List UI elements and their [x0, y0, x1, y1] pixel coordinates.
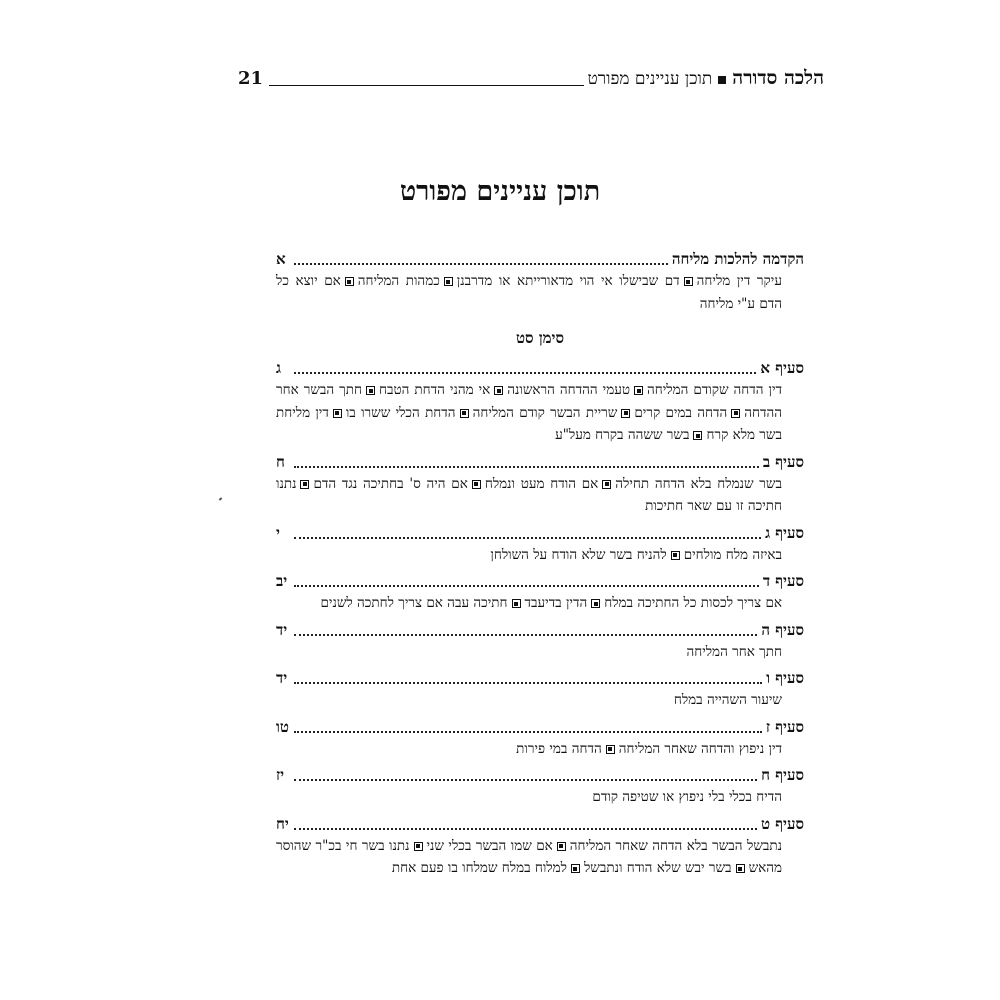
topic-item: בשר שנמלח בלא הדחה תחילה — [615, 475, 782, 492]
square-bullet-icon — [602, 480, 611, 489]
square-bullet-icon — [621, 409, 630, 418]
dot-leader — [294, 262, 668, 265]
topic-item: אם יוצא כל הדם ע"י מליחה — [276, 273, 782, 312]
topic-item: באיזה מלח מולחים — [683, 546, 782, 563]
toc-entry-head — [276, 357, 804, 379]
toc-entry-page: ג — [276, 359, 281, 377]
toc-entry-title: הקדמה להלכות מליחה — [671, 250, 804, 268]
square-bullet-icon — [444, 277, 453, 286]
toc-entry-description — [276, 473, 782, 518]
toc-entry-head — [276, 716, 804, 738]
topic-item: טעמי ההדחה הראשונה — [507, 382, 631, 398]
toc-entry-seif — [276, 764, 804, 809]
siman-heading: סימן סט — [516, 329, 564, 347]
topic-item: הדחה במים קרים — [634, 404, 728, 421]
toc-entry-seif — [276, 667, 804, 712]
toc-entry-page: יז — [276, 766, 285, 784]
toc-entry-seif — [276, 570, 804, 615]
topic-item: הדחה במי פירות — [516, 740, 602, 757]
running-header — [238, 58, 824, 88]
topic-item: הדחת הכלי ששרו בו — [345, 404, 456, 421]
toc-entry-page: טו — [276, 717, 289, 736]
topic-item: הדין בדיעבד — [524, 595, 588, 611]
toc-entry-seif — [276, 451, 804, 518]
toc-entry-title: סעיף ג — [765, 523, 804, 542]
topic-item: שיעור השהייה במלח — [673, 692, 782, 708]
toc-entry-description — [276, 544, 782, 567]
square-bullet-icon — [736, 864, 745, 873]
square-bullet-icon — [684, 277, 693, 286]
topic-item: אם צריך לכסות כל החתיכה במלח — [604, 595, 782, 611]
topic-item: בשר ששהה בקרח מעל"ע — [555, 427, 690, 443]
dot-leader — [294, 371, 756, 374]
toc-entry-title: סעיף ח — [761, 766, 804, 784]
toc-entry-page: יח — [276, 814, 289, 833]
topic-item: להניח בשר שלא הודח על השולחן — [490, 546, 667, 563]
topic-item: כמהות המליחה — [357, 273, 440, 289]
toc-entry-page: יד — [276, 669, 288, 687]
square-bullet-icon — [606, 745, 615, 754]
dot-leader — [294, 633, 757, 636]
topic-item: דין ניפוץ והדחה שאחר המליחה — [618, 740, 782, 757]
toc-entry-seif — [276, 522, 804, 567]
toc-entry-head — [276, 667, 804, 689]
topic-item: בשר יבש שלא הודח ונתבשל — [583, 860, 732, 876]
topic-item: דם שבישלו אי הוי מדאורייתא או מדרבנן — [456, 273, 680, 289]
dot-leader — [294, 584, 759, 587]
toc-entry-head — [276, 764, 804, 786]
dot-leader — [294, 730, 762, 733]
square-bullet-icon — [494, 386, 503, 395]
topic-item: עיקר דין מליחה — [696, 273, 782, 289]
square-bullet-icon — [731, 409, 740, 418]
toc-entry-intro — [276, 248, 804, 315]
toc-entry-seif — [276, 619, 804, 664]
topic-item: חתך אחר המליחה — [686, 643, 782, 660]
square-bullet-icon — [300, 480, 309, 489]
dot-leader — [294, 681, 762, 684]
toc-entry-description — [276, 379, 782, 447]
dot-leader — [294, 827, 757, 830]
dot-leader — [294, 465, 759, 468]
square-bullet-icon — [693, 431, 702, 440]
toc-entry-page: ח — [276, 452, 285, 471]
topic-item: שריית הבשר קודם המליחה — [472, 404, 618, 421]
dot-leader — [294, 536, 761, 539]
topic-item: למלוח במלח שמלחו בו פעם אחת — [391, 860, 567, 876]
running-header-section-title: תוכן עניינים מפורט — [587, 69, 713, 89]
toc-entry-title: סעיף ו — [766, 669, 804, 687]
toc-entry-head — [276, 522, 804, 544]
topic-item: נתנו בשר חי בכ"ר שהוסר מהאש — [276, 837, 782, 876]
toc-entry-title: סעיף א — [760, 359, 804, 377]
square-bullet-icon — [366, 386, 375, 395]
toc-entry-page: י — [276, 523, 280, 542]
topic-item: הדיח בכלי בלי ניפוץ או שטיפה קודם — [592, 789, 782, 805]
toc-entry-description — [276, 270, 782, 315]
square-bullet-icon — [557, 842, 566, 851]
toc-entry-description — [276, 738, 782, 761]
toc-entry-head — [276, 248, 804, 270]
topic-item: אי מהני הדחת הטבח — [379, 382, 491, 398]
dot-leader — [294, 778, 757, 781]
seif-list — [276, 357, 804, 880]
toc-entry-page: יד — [276, 620, 288, 639]
topic-item: נתבשל הבשר בלא הדחה שאחר המליחה — [569, 837, 783, 854]
toc-entry-page: א — [276, 250, 286, 268]
topic-item: דין הדחה שקודם המליחה — [647, 382, 783, 398]
scan-speck — [219, 497, 223, 500]
header-separator-square — [718, 76, 726, 84]
toc-entry-seif — [276, 357, 804, 447]
toc-entry-title: סעיף ה — [761, 620, 804, 639]
page-number: 21 — [238, 68, 264, 89]
running-header-book-title: הלכה סדורה — [732, 67, 824, 89]
toc-entry-title: סעיף ד — [762, 572, 804, 590]
topic-item: נתנו חתיכה זו עם שאר חתיכות — [276, 475, 782, 514]
square-bullet-icon — [345, 277, 354, 286]
toc-entry-title: סעיף ב — [762, 452, 804, 471]
topic-item: אם היה ס' בחתיכה נגד הדם — [313, 475, 468, 492]
toc-entry-description — [276, 689, 782, 712]
toc-entry-head — [276, 813, 804, 835]
topic-item: אם הודח מעט ונמלח — [484, 475, 599, 492]
toc-entry-seif — [276, 716, 804, 761]
toc-entry-head — [276, 619, 804, 641]
toc-entry-seif — [276, 813, 804, 880]
toc-entry-description — [276, 835, 782, 880]
square-bullet-icon — [671, 551, 680, 560]
square-bullet-icon — [512, 599, 521, 608]
square-bullet-icon — [472, 480, 481, 489]
topic-item: חתיכה עבה אם צריך לחתכה לשנים — [320, 595, 508, 611]
topic-item: חתך הבשר אחר ההדחה — [276, 382, 783, 421]
square-bullet-icon — [333, 409, 342, 418]
square-bullet-icon — [414, 842, 423, 851]
header-rule — [269, 84, 583, 86]
topic-item: דין מליחת בשר מלא קרח — [276, 404, 782, 443]
toc-entry-title: סעיף ז — [765, 717, 804, 736]
toc-entry-head — [276, 451, 804, 473]
square-bullet-icon — [591, 599, 600, 608]
toc-entry-head — [276, 570, 804, 592]
square-bullet-icon — [460, 409, 469, 418]
square-bullet-icon — [634, 386, 643, 395]
toc-entry-page: יב — [276, 572, 288, 590]
table-of-contents — [276, 248, 804, 884]
toc-entry-description — [276, 786, 782, 809]
toc-entry-title: סעיף ט — [760, 814, 804, 833]
topic-item: אם שמו הבשר בכלי שני — [426, 837, 553, 854]
square-bullet-icon — [571, 864, 580, 873]
toc-entry-description — [276, 592, 782, 615]
page-title: תוכן עניינים מפורט — [399, 176, 601, 207]
toc-entry-description — [276, 641, 782, 664]
